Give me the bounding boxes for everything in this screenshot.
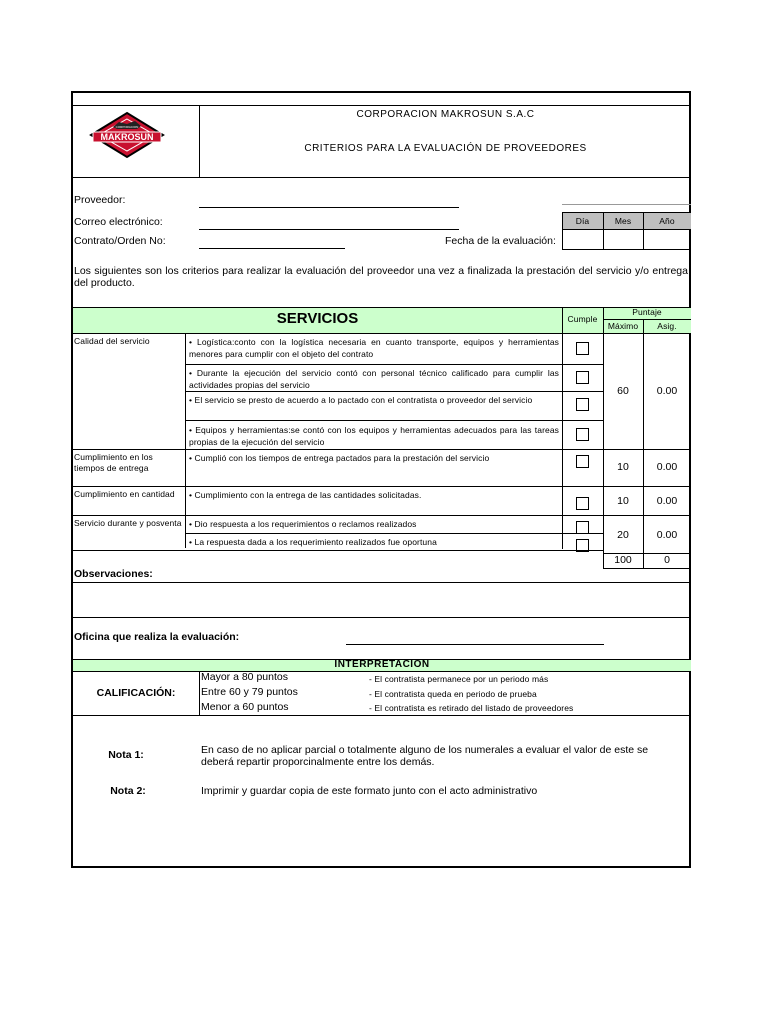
divider — [73, 105, 691, 106]
company-logo — [87, 111, 167, 159]
dia-label: Día — [575, 216, 590, 226]
divider — [199, 672, 200, 715]
criterion-text: Logística:conto con la logística necesaria en cuanto transporte, equipos y herramientas menores para cumplir con el objeto del contrato — [189, 337, 559, 359]
nota2-label: Nota 2: — [110, 785, 146, 797]
date-day-input[interactable] — [564, 232, 602, 248]
contrato-label: Contrato/Orden No: — [74, 235, 166, 247]
criterion-item: • Dio respuesta a los requerimientos o reclamos realizados — [189, 519, 417, 529]
asig-header: Asig. — [657, 321, 677, 331]
cumple-checkbox[interactable] — [576, 342, 589, 355]
divider — [562, 307, 563, 549]
observaciones-label: Observaciones: — [74, 568, 153, 580]
criterion-text: La respuesta dada a los requerimiento realizados fue oportuna — [194, 537, 437, 547]
total-max: 100 — [614, 554, 632, 566]
divider — [185, 420, 603, 421]
cumple-checkbox[interactable] — [576, 428, 589, 441]
divider — [73, 177, 691, 178]
divider — [562, 204, 691, 205]
assigned-score: 0.00 — [656, 529, 678, 541]
max-score: 10 — [617, 495, 629, 507]
mes-label: Mes — [614, 216, 632, 226]
nota1-label: Nota 1: — [108, 749, 144, 761]
divider — [73, 515, 691, 516]
range-label: Menor a 60 puntos — [201, 701, 289, 713]
divider — [73, 582, 691, 583]
result-text: - El contratista permanece por un periodo más — [369, 674, 549, 684]
cumple-checkbox[interactable] — [576, 398, 589, 411]
criterion-item: • Cumplió con los tiempos de entrega pactados para la prestación del servicio — [189, 453, 490, 463]
form-title: CRITERIOS PARA LA EVALUACIÓN DE PROVEEDORES — [304, 143, 587, 154]
date-month-input[interactable] — [604, 232, 642, 248]
oficina-line[interactable] — [346, 644, 604, 645]
group-name: Servicio durante y posventa — [74, 518, 182, 528]
assigned-score: 0.00 — [656, 461, 678, 473]
divider — [562, 249, 691, 250]
anio-label: Año — [659, 216, 675, 226]
max-score: 10 — [617, 461, 629, 473]
divider — [73, 715, 691, 716]
criterion-item: • Logística:conto con la logística necesaria en cuanto transporte, equipos y herramientas menores para cumplir con el objeto del contrato — [189, 337, 559, 359]
correo-label: Correo electrónico: — [74, 216, 163, 228]
assigned-score: 0.00 — [656, 495, 678, 507]
divider — [562, 212, 563, 250]
group-name: Cumplimiento en los tiempos de entrega — [74, 452, 153, 473]
divider — [185, 364, 603, 365]
range-label: Mayor a 80 puntos — [201, 671, 288, 683]
nota2-text: Imprimir y guardar copia de este formato junto con el acto administrativo — [201, 785, 538, 797]
assigned-score: 0.00 — [656, 385, 678, 397]
contrato-line[interactable] — [199, 248, 345, 249]
criterion-item: • El servicio se presto de acuerdo a lo pactado con el contratista o proveedor del servicio — [189, 395, 533, 405]
cumple-checkbox[interactable] — [576, 455, 589, 468]
cumple-header: Cumple — [567, 314, 598, 324]
divider — [185, 391, 603, 392]
evaluation-form — [71, 91, 691, 868]
calificacion-label: CALIFICACIÓN: — [96, 687, 176, 699]
divider — [603, 568, 691, 569]
criterion-text: Durante la ejecución del servicio contó con personal técnico calificado para cumplir las actividades propias del servicio — [189, 368, 559, 390]
divider — [603, 319, 691, 320]
interpretacion-title: INTERPRETACION — [334, 659, 430, 670]
divider — [73, 617, 691, 618]
divider — [73, 449, 691, 450]
cumple-checkbox[interactable] — [576, 521, 589, 534]
range-label: Entre 60 y 79 puntos — [201, 686, 298, 698]
criterion-item: • Equipos y herramientas:se contó con los equipos y herramientas adecuados para las tareas propias de la ejecución del servicio — [189, 425, 559, 447]
divider — [73, 486, 691, 487]
criterion-item: • La respuesta dada a los requerimiento realizados fue oportuna — [189, 537, 437, 547]
max-score: 60 — [617, 385, 629, 397]
maximo-header: Máximo — [607, 321, 639, 331]
date-year-input[interactable] — [644, 232, 690, 248]
fecha-label: Fecha de la evaluación: — [445, 235, 556, 247]
proveedor-line[interactable] — [199, 207, 459, 208]
proveedor-label: Proveedor: — [74, 194, 126, 206]
result-text: - El contratista queda en periodo de prueba — [369, 689, 537, 699]
result-text: - El contratista es retirado del listado de proveedores — [369, 703, 574, 713]
oficina-label: Oficina que realiza la evaluación: — [74, 631, 240, 643]
criterion-text: El servicio se presto de acuerdo a lo pactado con el contratista o proveedor del servicio — [194, 395, 533, 405]
services-title: SERVICIOS — [276, 310, 359, 327]
group-name: Calidad del servicio — [74, 336, 150, 346]
criterion-item: • Cumplimiento con la entrega de las cantidades solicitadas. — [189, 490, 422, 500]
logo-subtext: CORPORACION — [115, 125, 139, 129]
max-score: 20 — [617, 529, 629, 541]
criterion-item: • Durante la ejecución del servicio contó con personal técnico calificado para cumplir las actividades propias del servicio — [189, 368, 559, 390]
correo-line[interactable] — [199, 229, 459, 230]
criterion-text: Cumplimiento con la entrega de las cantidades solicitadas. — [194, 490, 422, 500]
logo-text: MAKROSUN — [100, 132, 154, 142]
criterion-text: Equipos y herramientas:se contó con los equipos y herramientas adecuados para las tareas propias de la ejecución del servicio — [189, 425, 559, 447]
observaciones-field[interactable] — [75, 584, 689, 614]
divider — [185, 533, 603, 534]
cumple-checkbox[interactable] — [576, 497, 589, 510]
puntaje-header: Puntaje — [632, 307, 662, 317]
criterion-text: Cumplió con los tiempos de entrega pactados para la prestación del servicio — [194, 453, 490, 463]
cumple-checkbox[interactable] — [576, 371, 589, 384]
group-name: Cumplimiento en cantidad — [74, 489, 175, 499]
nota1-text: En caso de no aplicar parcial o totalmente alguno de los numerales a evaluar el valor de este se deberá repartir proporcinalmente entre los demás. — [201, 744, 649, 768]
company-name: CORPORACION MAKROSUN S.A.C — [356, 109, 535, 120]
divider — [73, 333, 691, 334]
divider — [73, 550, 603, 551]
divider — [73, 307, 691, 308]
total-assigned: 0 — [664, 554, 670, 566]
criterion-text: Dio respuesta a los requerimientos o reclamos realizados — [194, 519, 417, 529]
intro-text: Los siguientes son los criterios para realizar la evaluación del proveedor una vez a finalizada la prestación del servicio y/o entrega del producto. — [74, 265, 688, 289]
